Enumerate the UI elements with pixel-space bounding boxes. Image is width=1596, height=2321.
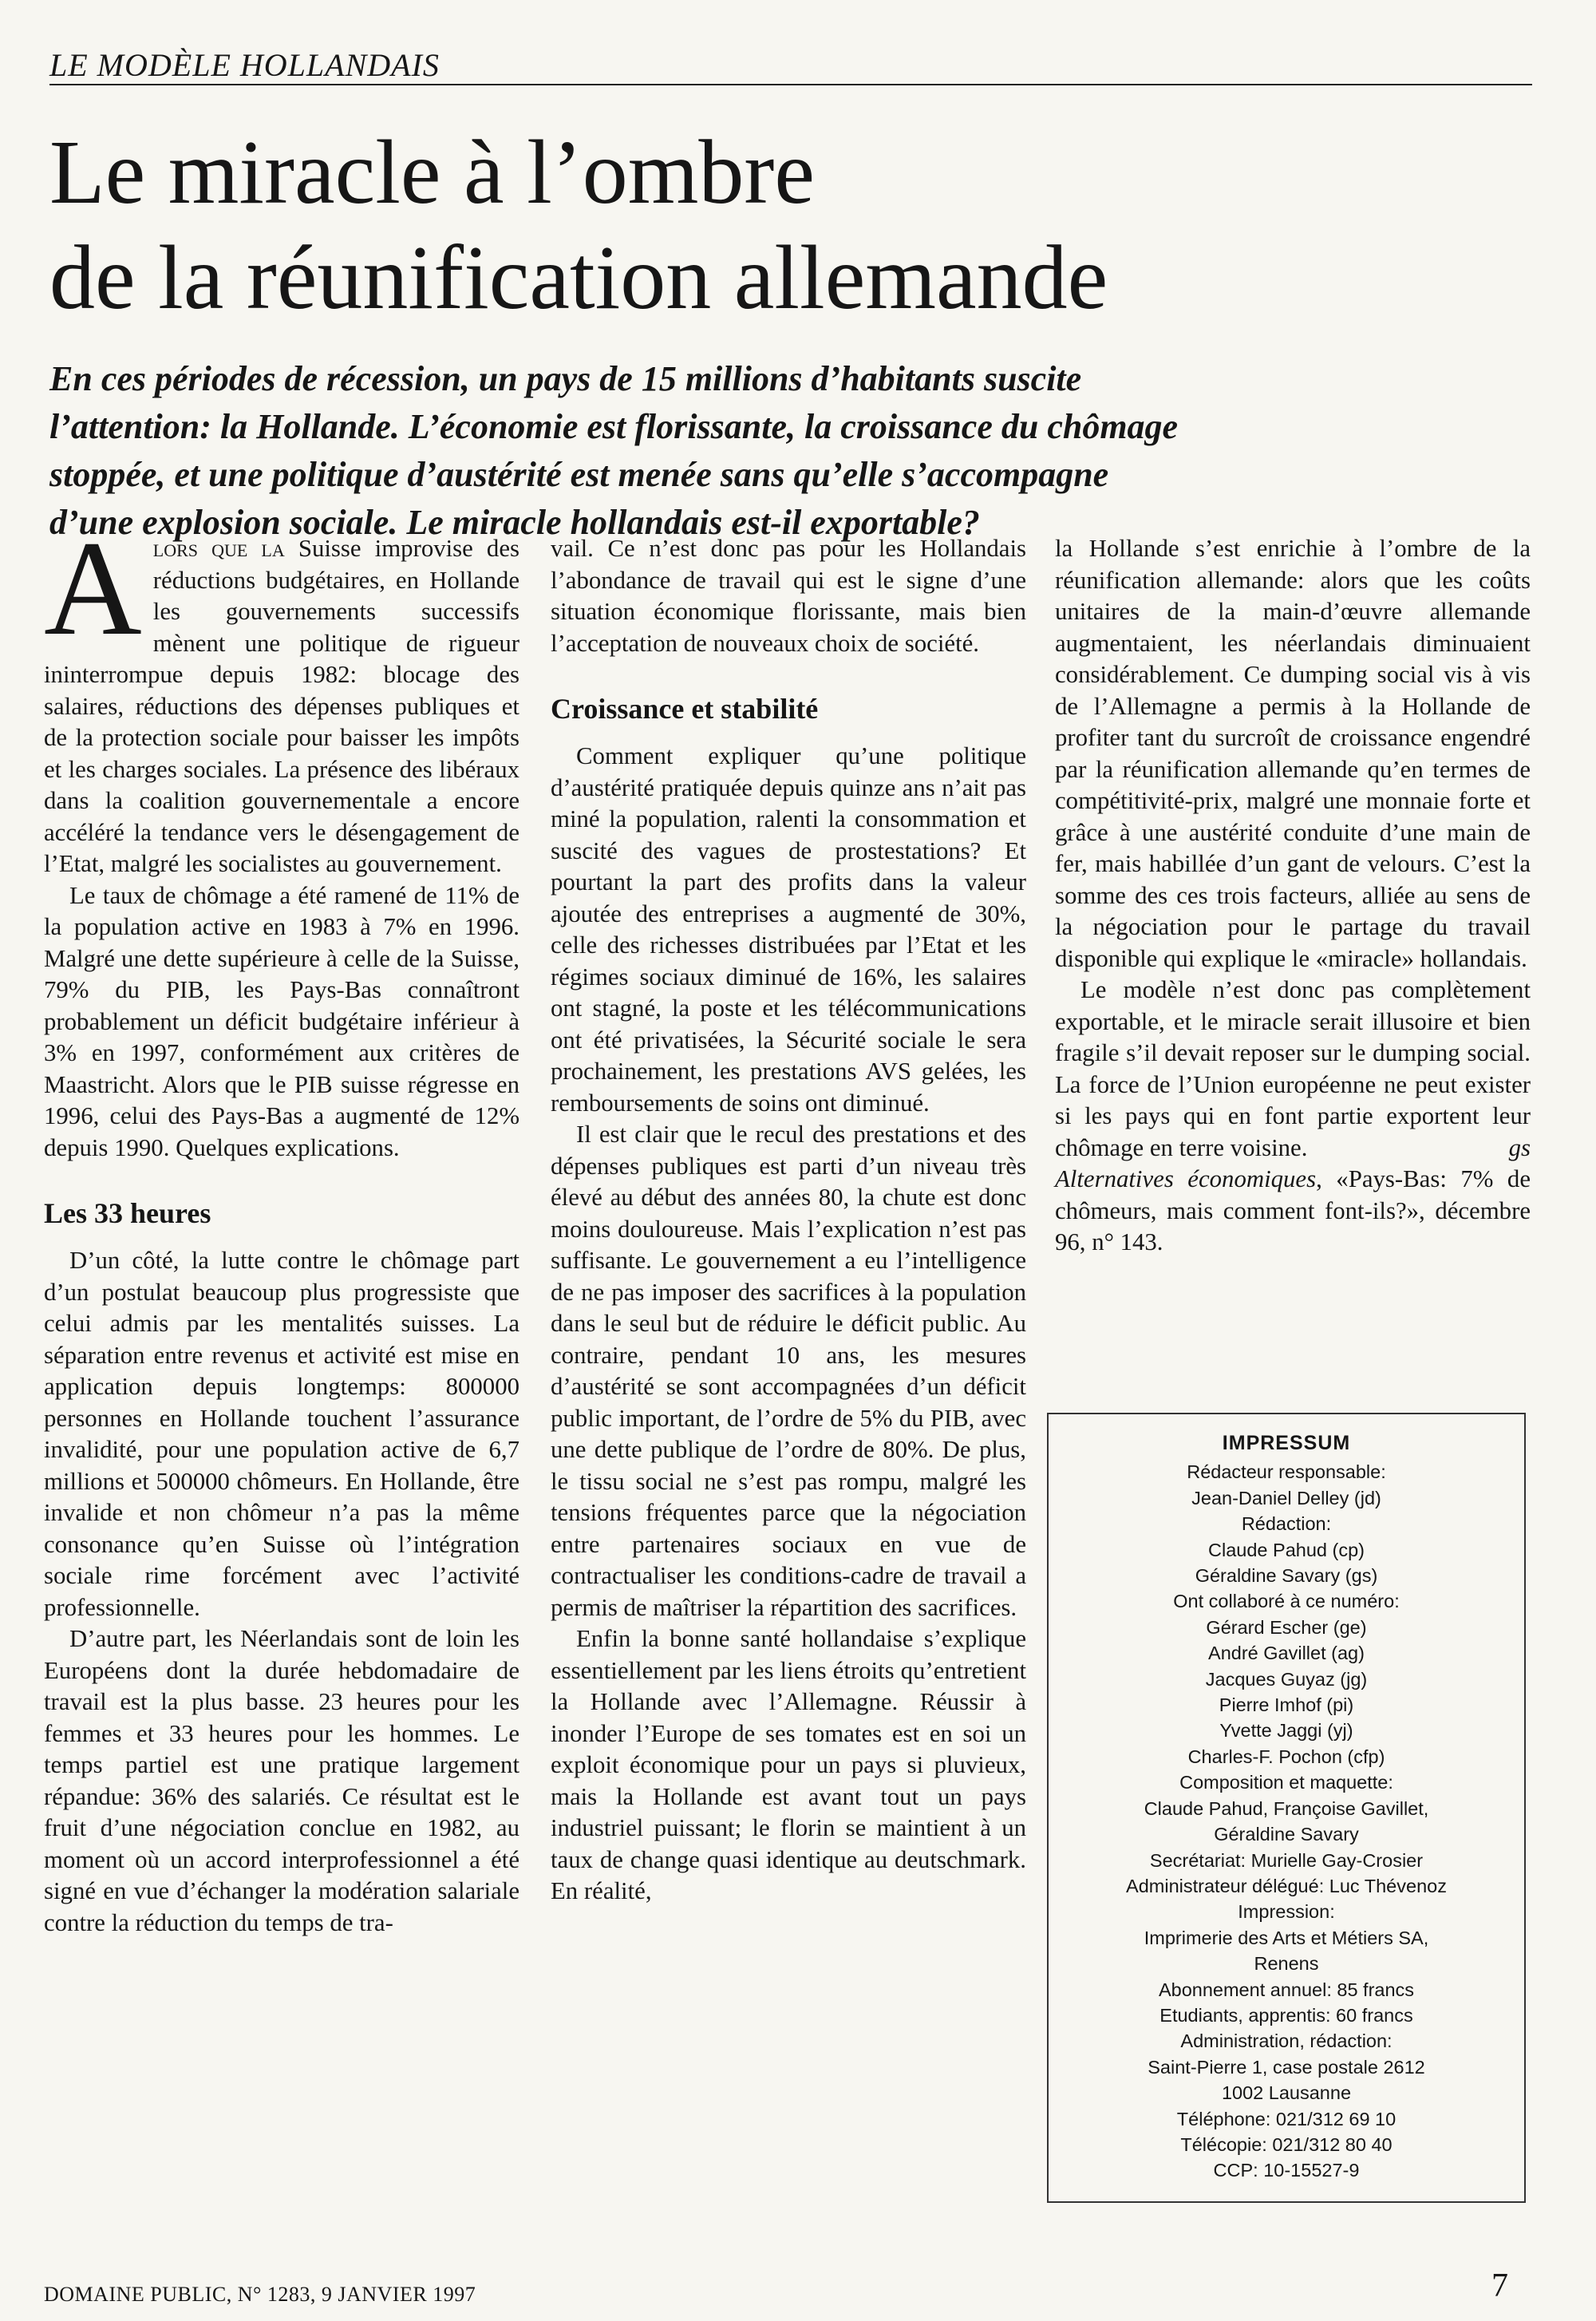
impressum-line: Composition et maquette: bbox=[1179, 1772, 1393, 1793]
impressum-line: Imprimerie des Arts et Métiers SA, bbox=[1144, 1927, 1429, 1948]
impressum-line: Renens bbox=[1254, 1953, 1319, 1975]
subheading-croissance: Croissance et stabilité bbox=[551, 693, 819, 725]
lede-line-1: En ces périodes de récession, un pays de 15 millions d’habitants suscite bbox=[49, 359, 1082, 398]
paragraph-10-text: Le modèle n’est donc pas complètement exportable, et le miracle serait illusoire et bien fragile s’il devait reposer sur le dumping social. La force de l’Union européenne ne peut exister si les pays qui en font partie exportent leur chômage en terre voisine. bbox=[1055, 976, 1531, 1161]
section-kicker: LE MODÈLE HOLLANDAIS bbox=[49, 47, 440, 83]
impressum-line: Charles-F. Pochon (cfp) bbox=[1187, 1746, 1385, 1767]
column-3 bbox=[1055, 533, 1531, 1259]
reference bbox=[1055, 1164, 1531, 1259]
paragraph-3: D’un côté, la lutte contre le chômage part d’un postulat beaucoup plus progressiste que celui admis par les mentalités suisses. La séparation entre revenus et activité est mise en application depuis longtemps: 800000 personnes en Hollande touchent l’assurance invalidité, pour une population active de 6,7 millions et 500000 chômeurs. En Hollande, être invalide et non chômeur n’a pas la même consonance qu’en Suisse où l’intégration sociale rime forcément avec l’activité professionnelle. bbox=[44, 1247, 519, 1621]
impressum-line: Géraldine Savary bbox=[1214, 1824, 1359, 1845]
impressum-line: Pierre Imhof (pi) bbox=[1219, 1694, 1354, 1716]
impressum-line: CCP: 10-15527-9 bbox=[1213, 2160, 1360, 2181]
kicker-rule bbox=[49, 84, 1532, 85]
impressum-line: 1002 Lausanne bbox=[1221, 2082, 1352, 2104]
paragraph-4: D’autre part, les Néerlandais sont de loin les Européens dont la durée hebdomadaire de travail est la plus basse. 23 heures pour les femmes et 33 heures pour les hommes. Le temps partiel est une pratique largement répandue: 36% des salariés. Ce résultat est le fruit d’une négociation conclue en 1982, au moment où un accord interprofessionnel a été signé en vue d’échanger la modération salariale contre la réduction du temps de tra- bbox=[44, 1625, 519, 1936]
page-number: 7 bbox=[1491, 2268, 1508, 2304]
paragraph-7: Il est clair que le recul des prestations et des dépenses publiques est parti d’un niveau très élevé au début des années 80, la chute est donc moins douloureuse. Mais l’explication n’est pas suffisante. Le gouvernement a eu l’intelligence de ne pas imposer des sacrifices à la population dans le seul but de réduire le déficit public. Au contraire, pendant 10 ans, les mesures d’austérité se sont accompagnées d’un déficit public important, de l’ordre de 5% du PIB, avec une dette publique de l’ordre de 80%. De plus, le tissu social ne s’est pas rompu, malgré les tensions fréquentes parce que la négociation entre partenaires sociaux en vue de contractualiser les conditions-cadre de travail a permis de maîtriser la répartition des sacrifices. bbox=[551, 1121, 1026, 1621]
reference-source: Alternatives économiques bbox=[1055, 1165, 1317, 1192]
impressum-line: Téléphone: 021/312 69 10 bbox=[1176, 2108, 1396, 2129]
lede-line-4: d’une explosion sociale. Le miracle hollandais est-il exportable? bbox=[49, 503, 980, 542]
paragraph-1-text: Suisse improvise des réductions budgétaires, en Hollande les gouvernements successifs mènent une politique de rigueur ininterrompue depuis 1982: blocage des salaires, réductions des dépenses publiques et de la protection sociale pour baisser les impôts et les charges sociales. La présence des libéraux dans la coalition gouvernementale a encore accéléré la tendance vers le désengagement de l’Etat, malgré les socialistes au gouvernement. bbox=[44, 535, 519, 877]
paragraph-6: Comment expliquer qu’une politique d’austérité pratiquée depuis quinze ans n’ait pas miné la population, ralenti la consommation et suscité des vagues de prostestations? Et pourtant la part des profits dans la valeur ajoutée des entreprises a augmenté de 30%, celle des richesses distribuées par l’Etat et les régimes sociaux diminué de 16%, les salaires ont stagné, la poste et les télécommunications ont été privatisées, la Sécurité sociale le sera prochainement, les prestations AVS gelées, les remboursements de soins ont diminué. bbox=[551, 742, 1026, 1117]
impressum-line: Claude Pahud, Françoise Gavillet, bbox=[1144, 1797, 1429, 1819]
headline bbox=[49, 120, 1518, 330]
impressum-line: André Gavillet (ag) bbox=[1208, 1643, 1365, 1664]
impressum-line: Saint-Pierre 1, case postale 2612 bbox=[1148, 2056, 1425, 2078]
column-1 bbox=[44, 513, 519, 1939]
impressum-line: Impression: bbox=[1238, 1901, 1335, 1923]
impressum-line: Jean-Daniel Delley (jd) bbox=[1191, 1487, 1381, 1508]
footer-issue: DOMAINE PUBLIC, N° 1283, 9 JANVIER 1997 bbox=[44, 2283, 476, 2306]
headline-line-1: Le miracle à l’ombre bbox=[49, 121, 815, 223]
paragraph-8: Enfin la bonne santé hollandaise s’explique essentiellement par les liens étroits qu’entretient la Hollande avec l’Allemagne. Réussir à inonder l’Europe de ses tomates est en soi un exploit économique pour un pays si pluvieux, mais la Hollande est avant tout un pays industriel puissant; le florin se maintient à un taux de change quasi identique au deutschmark. En réalité, bbox=[551, 1625, 1026, 1904]
impressum-line: Yvette Jaggi (yj) bbox=[1219, 1720, 1353, 1742]
impressum-line: Ont collaboré à ce numéro: bbox=[1173, 1591, 1400, 1612]
drop-cap: A bbox=[44, 513, 142, 663]
impressum-line: Secrétariat: Murielle Gay-Crosier bbox=[1149, 1849, 1424, 1871]
column-2 bbox=[551, 533, 1026, 1908]
impressum-line: Administration, rédaction: bbox=[1180, 2030, 1393, 2052]
paragraph-10 bbox=[1055, 975, 1531, 1164]
lede-line-3: stoppée, et une politique d’austérité est menée sans qu’elle s’accompagne bbox=[49, 455, 1109, 494]
paragraph-2: Le taux de chômage a été ramené de 11% de la population active en 1983 à 7% en 1996. Malgré une dette supérieure à celle de la Suisse, 79% du PIB, les Pays-Bas connaîtront probablement un déficit budgétaire inférieur à 3% en 1997, conformément aux critères de Maastricht. Alors que le PIB suisse régresse en 1996, celui des Pays-Bas a augmenté de 12% depuis 1990. Quelques explications. bbox=[44, 881, 519, 1161]
impressum-line: Claude Pahud (cp) bbox=[1208, 1539, 1365, 1560]
impressum-line: Abonnement annuel: 85 francs bbox=[1158, 1979, 1415, 2000]
author-signoff: gs bbox=[1508, 1133, 1531, 1161]
opening-smallcaps: lors que la bbox=[152, 535, 285, 562]
impressum-box bbox=[1047, 1413, 1526, 2203]
headline-line-2: de la réunification allemande bbox=[49, 227, 1108, 328]
impressum-line: Rédaction: bbox=[1241, 1513, 1332, 1535]
lede bbox=[49, 355, 1486, 547]
paragraph-5: vail. Ce n’est donc pas pour les Hollandais l’abondance de travail qui est le signe d’une situation économique florissante, mais bien l’acceptation de nouveaux choix de société. bbox=[551, 535, 1026, 657]
impressum-line: Jacques Guyaz (jg) bbox=[1205, 1668, 1368, 1690]
impressum-line: Rédacteur responsable: bbox=[1187, 1461, 1386, 1483]
subheading-33-heures: Les 33 heures bbox=[44, 1197, 211, 1229]
impressum-title: IMPRESSUM bbox=[1222, 1432, 1351, 1454]
impressum-line: Etudiants, apprentis: 60 francs bbox=[1159, 2004, 1413, 2026]
impressum-line: Géraldine Savary (gs) bbox=[1195, 1565, 1378, 1587]
impressum-line: Administrateur délégué: Luc Thévenoz bbox=[1126, 1875, 1447, 1896]
impressum-line: Télécopie: 021/312 80 40 bbox=[1180, 2133, 1393, 2155]
impressum-lines bbox=[1049, 1459, 1524, 2183]
paragraph-1 bbox=[44, 513, 519, 880]
reference-details: , «Pays-Bas: 7% de chômeurs, mais comment font-ils?», décembre 96, n° 143. bbox=[1055, 1165, 1531, 1255]
lede-line-2: l’attention: la Hollande. L’économie est florissante, la croissance du chômage bbox=[49, 407, 1179, 446]
paragraph-9: la Hollande s’est enrichie à l’ombre de la réunification allemande: alors que les coûts unitaires de la main-d’œuvre allemande augmentaient, les néerlandais diminuaient considérablement. Ce dumping social vis à vis de l’Allemagne a permis à la Hollande de profiter tant du surcroît de croissance engendré par la réunification allemande qu’en termes de compétitivité-prix, malgré une monnaie forte et grâce à une austérité conduite d’une main de fer, mais habillée d’un gant de velours. C’est la somme des ces trois facteurs, alliée au sens de la négociation pour le partage du travail disponible qui explique le «miracle» hollandais. bbox=[1055, 535, 1531, 972]
impressum-line: Gérard Escher (ge) bbox=[1206, 1616, 1367, 1638]
